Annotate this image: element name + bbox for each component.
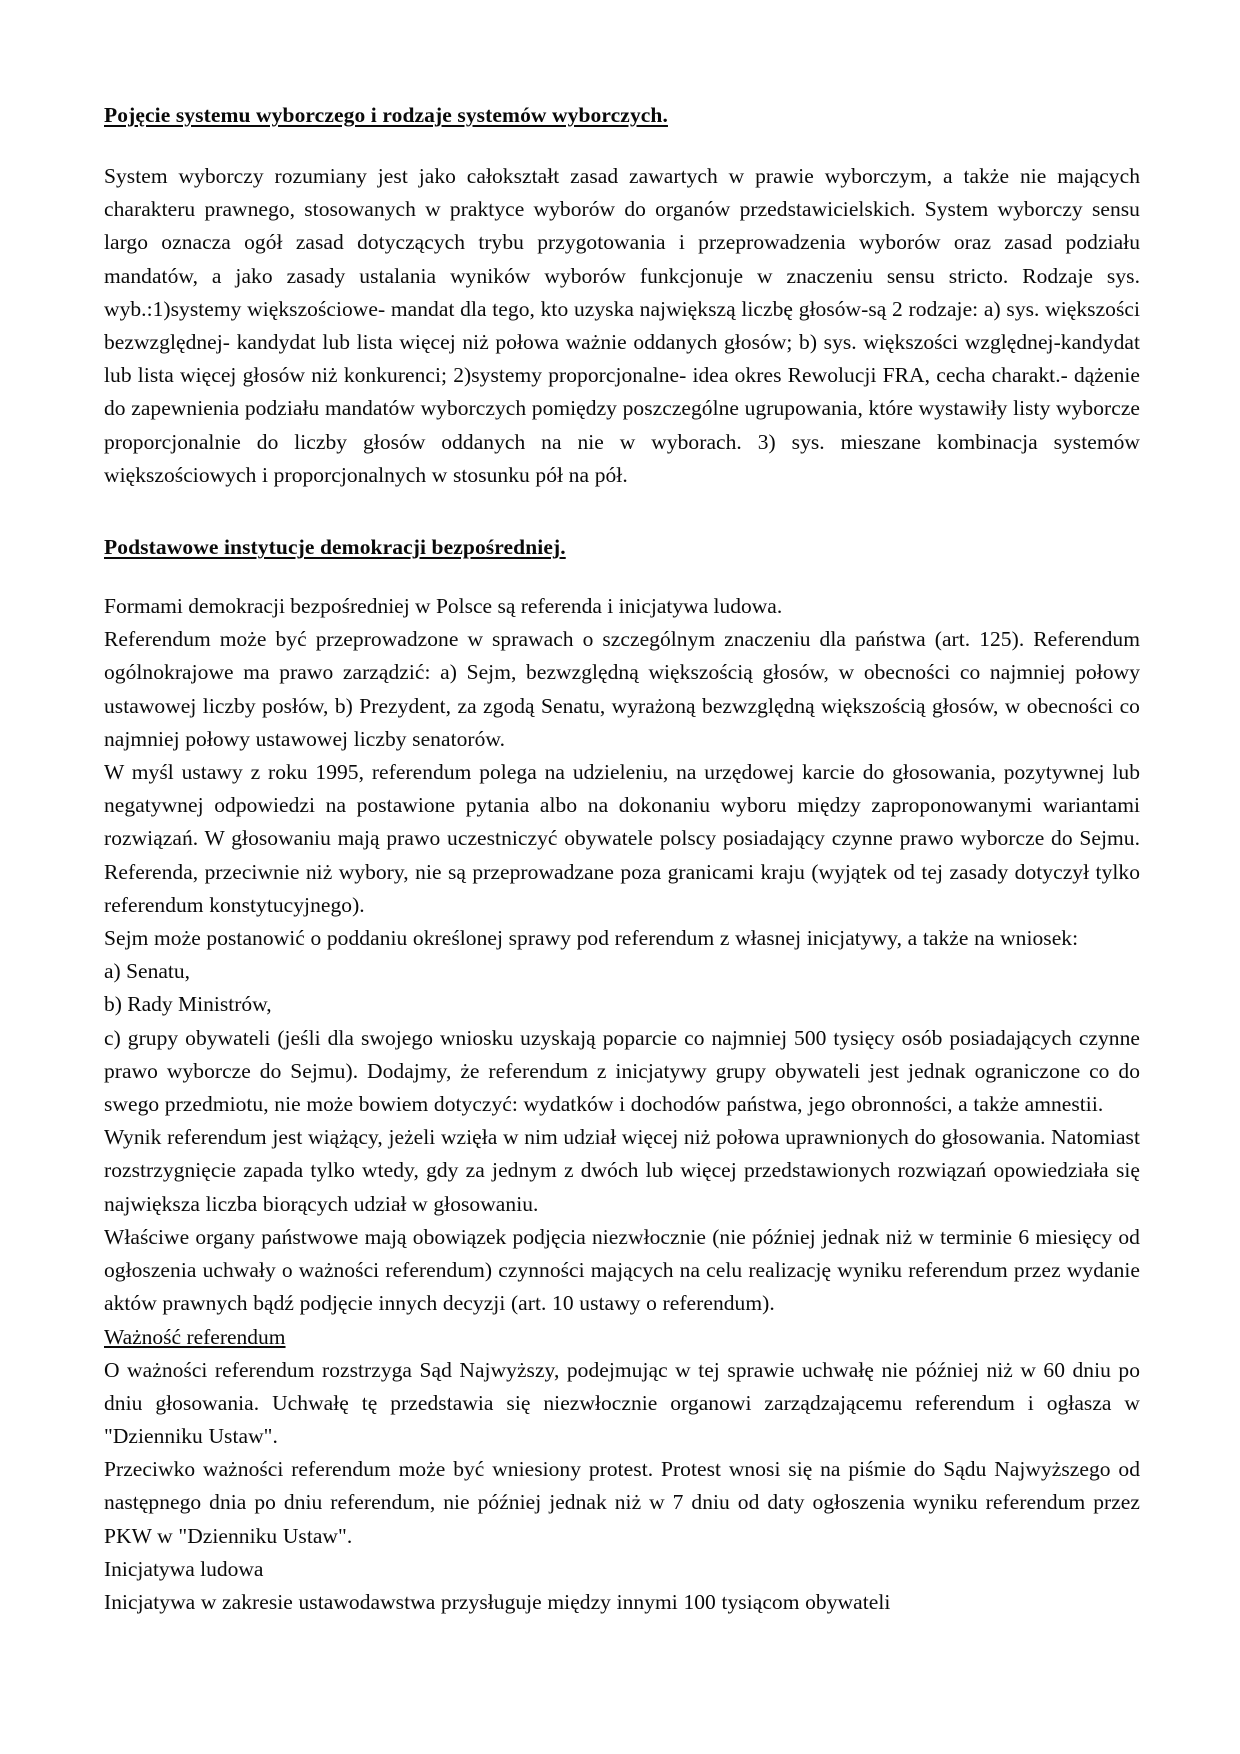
paragraph-state-organs-obligation: Właściwe organy państwowe mają obowiązek podjęcia niezwłocznie (nie później jednak niż w terminie 6 miesięcy od ogłoszenia uchwały o ważności referendum) czynności mających na celu realizację wyniku referendum przez wydanie aktów prawnych bądź podjęcie innych decyzji (art. 10 ustawy o referendum). [104, 1224, 1140, 1316]
document-body [104, 100, 1140, 1619]
list-item-council-of-ministers: b) Rady Ministrów, [104, 992, 272, 1017]
paragraph-referendum-act-1995: W myśl ustawy z roku 1995, referendum polega na udzieleniu, na urzędowej karcie do głosowania, pozytywnej lub negatywnej odpowiedzi na postawione pytania albo na dokonaniu wyboru między zaproponowanymi wariantami rozwiązań. W głosowaniu mają prawo uczestniczyć obywatele polscy posiadający czynne prawo wyborcze do Sejmu. Referenda, przeciwnie niż wybory, nie są przeprowadzane poza granicami kraju (wyjątek od tej zasady dotyczył tylko referendum konstytucyjnego). [104, 760, 1140, 917]
paragraph-referendum-binding-result: Wynik referendum jest wiążący, jeżeli wzięła w nim udział więcej niż połowa uprawnionych do głosowania. Natomiast rozstrzygnięcie zapada tylko wtedy, gdy za jednym z dwóch lub więcej przedstawionych rozwiązań opowiedziała się największa liczba biorących udział w głosowaniu. [104, 1125, 1140, 1216]
subheading-referendum-validity-text: Ważność referendum [104, 1324, 286, 1349]
subheading-referendum-validity [104, 1321, 1140, 1354]
paragraph-electoral-system: System wyborczy rozumiany jest jako całokształt zasad zawartych w prawie wyborczym, a także nie mających charakteru prawnego, stosowanych w praktyce wyborów do organów przedstawicielskich. System wyborczy sensu largo oznacza ogół zasad dotyczących trybu przygotowania i przeprowadzenia wyborów oraz zasad podziału mandatów, a jako zasady ustalania wyników wyborów funkcjonuje w znaczeniu sensu stricto. Rodzaje sys. wyb.:1)systemy większościowe- mandat dla tego, kto uzyska największą liczbę głosów-są 2 rodzaje: a) sys. większości bezwzględnej- kandydat lub lista więcej niż połowa ważnie oddanych głosów; b) sys. większości względnej-kandydat lub lista więcej głosów niż konkurenci; 2)systemy proporcjonalne- idea okres Rewolucji FRA, cecha charakt.- dążenie do zapewnienia podziału mandatów wyborczych pomiędzy poszczególne ugrupowania, które wystawiły listy wyborcze proporcjonalnie do liczby głosów oddanych na nie w wyborach. 3) sys. mieszane kombinacja systemów większościowych i proporcjonalnych w stosunku pół na pół. [104, 164, 1140, 487]
section-heading-direct-democracy: Podstawowe instytucje demokracji bezpośredniej. [104, 535, 566, 560]
list-item-citizens-group: c) grupy obywateli (jeśli dla swojego wniosku uzyskają poparcie co najmniej 500 tysięcy osób posiadających czynne prawo wyborcze do Sejmu). Dodajmy, że referendum z inicjatywy grupy obywateli jest jednak ograniczone co do swego przedmiotu, nie może bowiem dotyczyć: wydatków i dochodów państwa, jego obronności, a także amnestii. [104, 1025, 1140, 1117]
paragraph-forms-of-direct-democracy: Formami demokracji bezpośredniej w Polsce są referenda i inicjatywa ludowa. [104, 594, 783, 619]
list-item-senate: a) Senatu, [104, 959, 190, 984]
section-heading-electoral-system: Pojęcie systemu wyborczego i rodzaje systemów wyborczych. [104, 103, 668, 127]
subheading-popular-initiative: Inicjatywa ludowa [104, 1556, 264, 1581]
paragraph-popular-initiative: Inicjatywa w zakresie ustawodawstwa przysługuje między innymi 100 tysiącom obywateli [104, 1589, 891, 1614]
paragraph-referendum-protest: Przeciwko ważności referendum może być wniesiony protest. Protest wnosi się na piśmie do Sądu Najwyższego od następnego dnia po dniu referendum, nie później jednak niż w 7 dniu od daty ogłoszenia wyniku referendum przez PKW w "Dzienniku Ustaw". [104, 1457, 1140, 1548]
paragraph-sejm-motion-intro: Sejm może postanowić o poddaniu określonej sprawy pod referendum z własnej inicjatywy, a także na wniosek: [104, 926, 1079, 951]
paragraph-supreme-court-validity: O ważności referendum rozstrzyga Sąd Najwyższy, podejmując w tej sprawie uchwałę nie później niż w 60 dniu po dniu głosowania. Uchwałę tę przedstawia się niezwłocznie organowi zarządzającemu referendum i ogłasza w "Dzienniku Ustaw". [104, 1357, 1140, 1448]
paragraph-referendum-authorities: Referendum może być przeprowadzone w sprawach o szczególnym znaczeniu dla państwa (art. 125). Referendum ogólnokrajowe ma prawo zarządzić: a) Sejm, bezwzględną większością głosów, w obecności co najmniej połowy ustawowej liczby posłów, b) Prezydent, za zgodą Senatu, wyrażoną bezwzględną większością głosów, w obecności co najmniej połowy ustawowej liczby senatorów. [104, 627, 1140, 751]
